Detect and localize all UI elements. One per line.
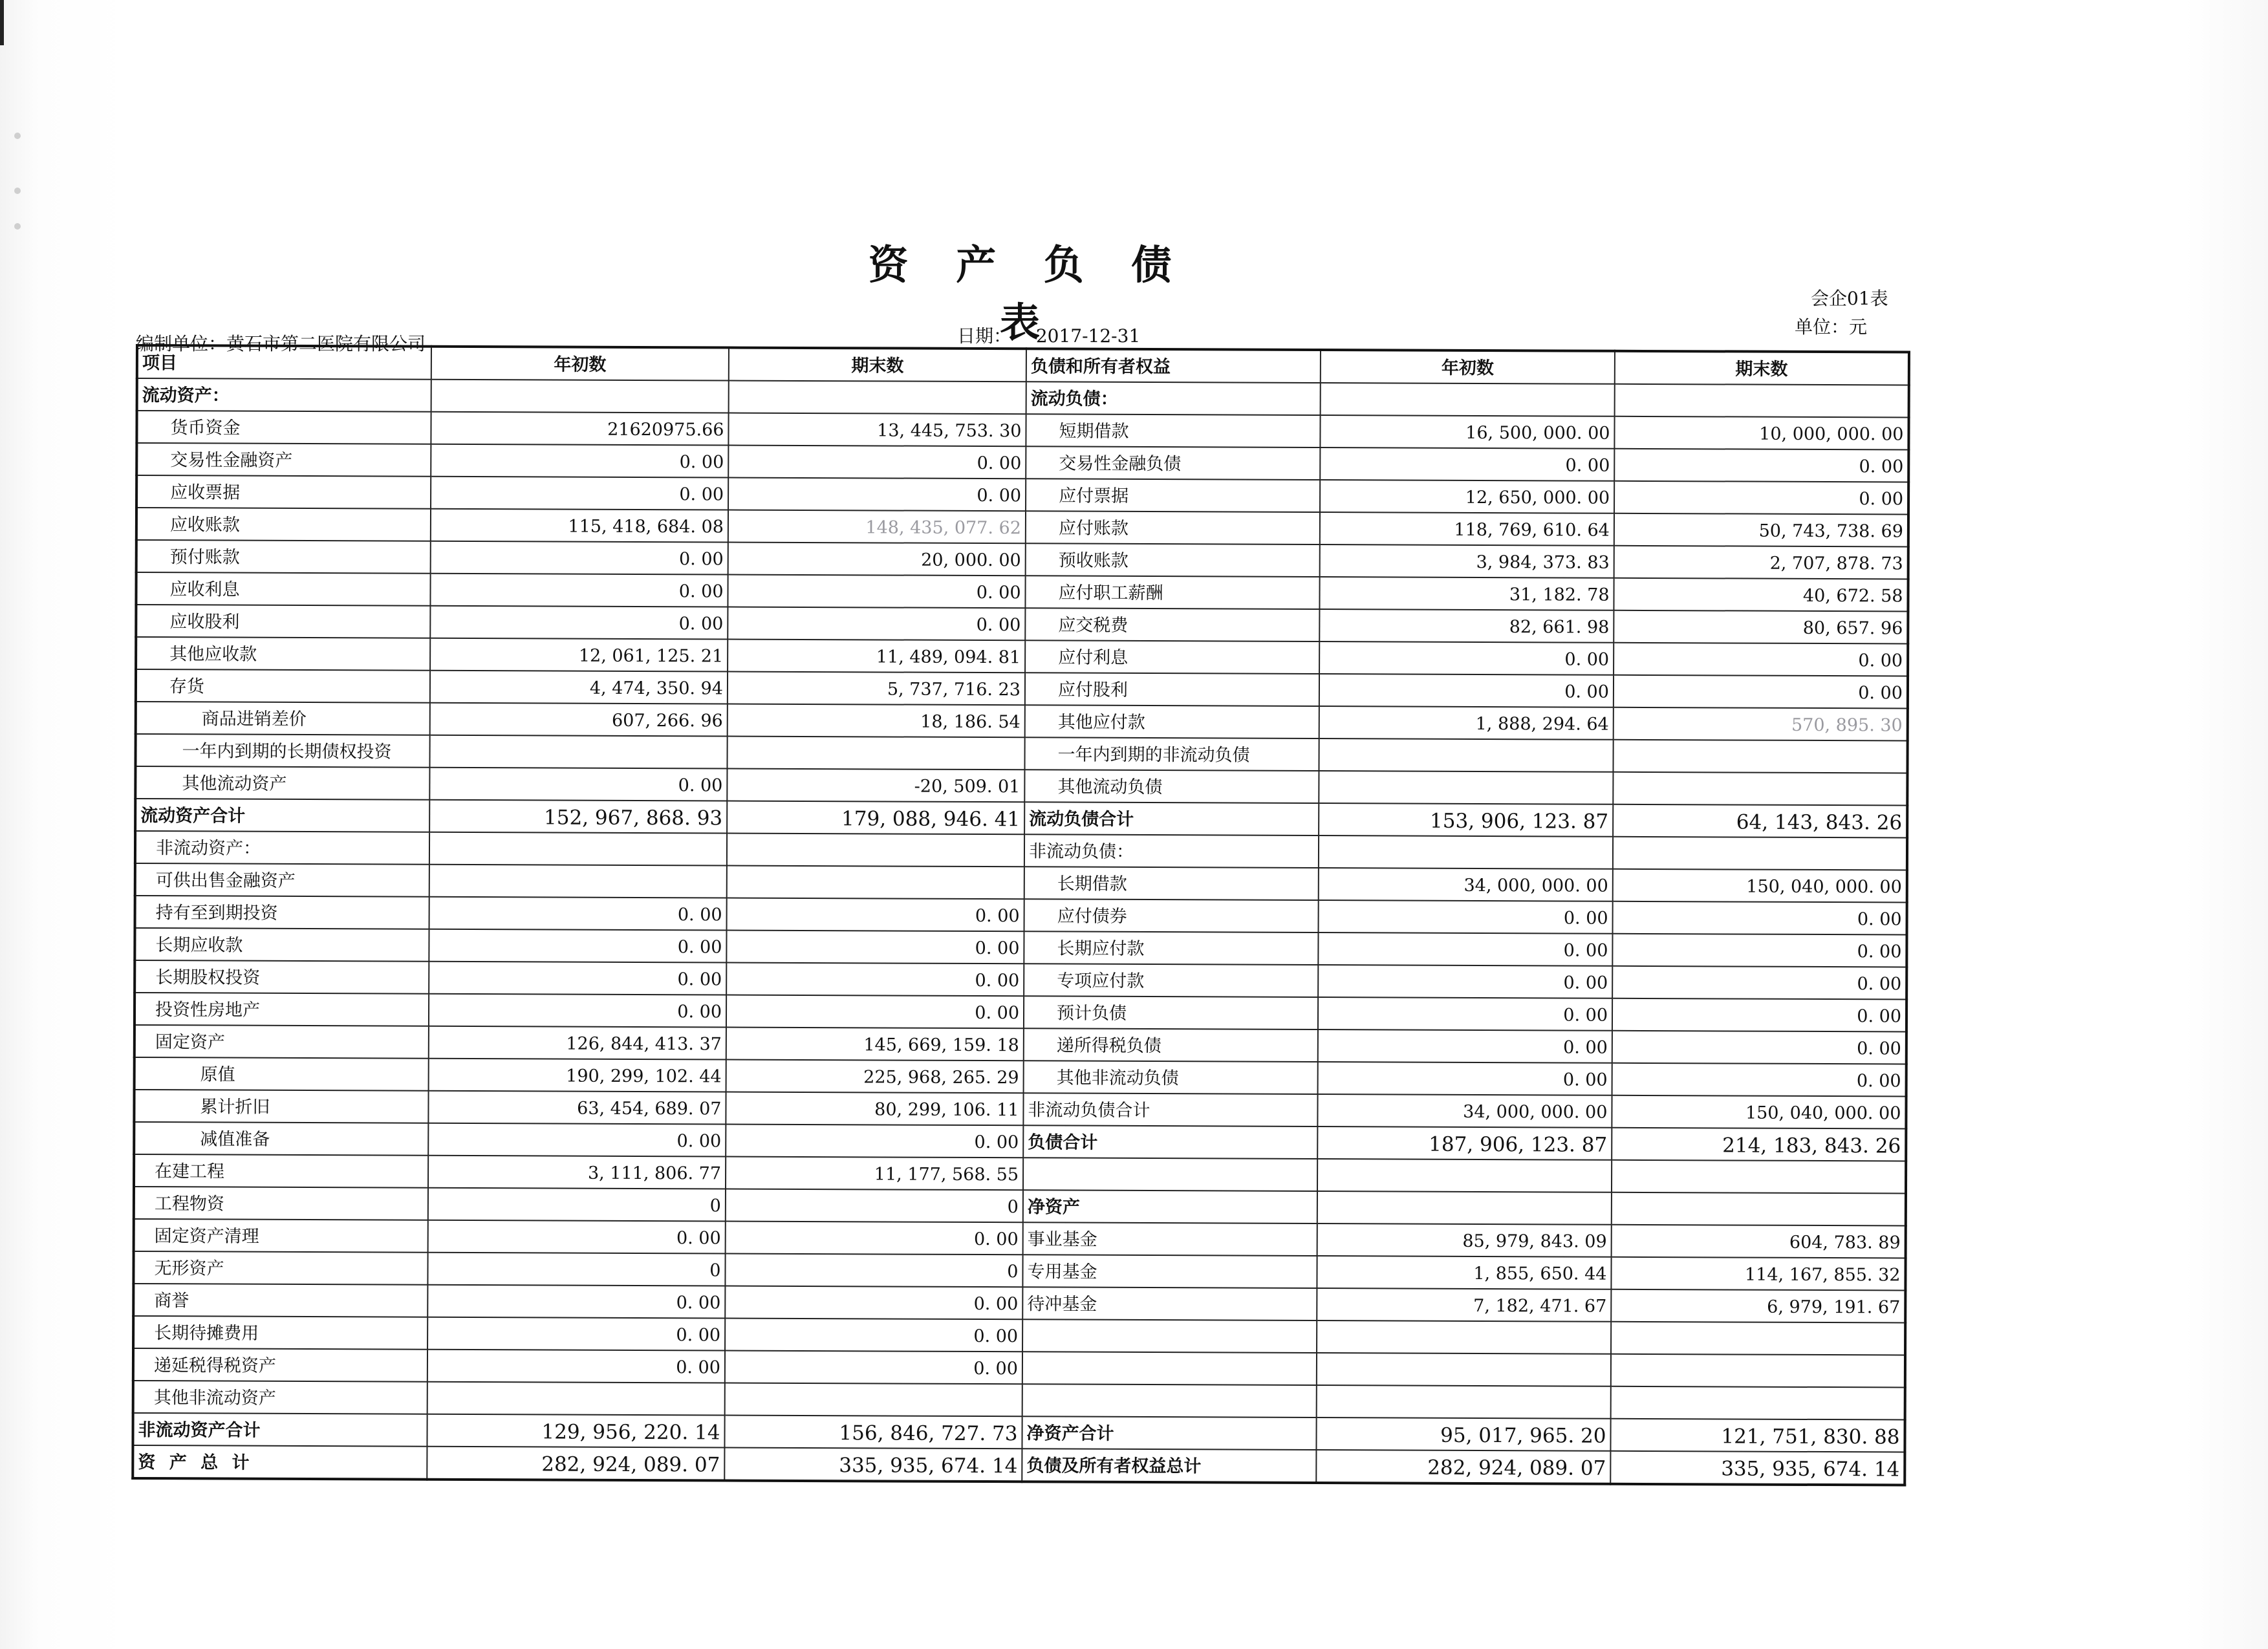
liability-end-value [1611,1322,1905,1355]
liability-item-label: 待冲基金 [1022,1287,1317,1320]
asset-begin-value [431,380,729,413]
liability-item-label: 负债合计 [1023,1125,1317,1159]
liability-item-label: 交易性金融负债 [1026,446,1320,480]
liability-item-label: 专用基金 [1022,1255,1317,1288]
asset-begin-value [429,865,727,898]
asset-item-label: 资 产 总 计 [133,1445,427,1480]
asset-item-label: 预付账款 [136,540,431,574]
asset-item-label: 原值 [135,1057,429,1091]
liability-end-value: 40, 672. 58 [1614,578,1908,612]
asset-item-label: 非流动资产合计 [133,1413,427,1447]
liability-item-label: 事业基金 [1023,1222,1317,1256]
asset-item-label: 货币资金 [136,411,431,444]
liability-end-value: 150, 040, 000. 00 [1613,869,1907,903]
asset-end-value: 0. 00 [726,931,1024,964]
asset-end-value [727,866,1024,900]
asset-item-label: 固定资产清理 [134,1219,428,1253]
asset-begin-value: 0. 00 [429,962,726,995]
asset-item-label: 非流动资产： [135,831,429,865]
liability-end-value [1613,837,1907,870]
liability-end-value: 214, 183, 843. 26 [1612,1128,1906,1161]
header-liab-end: 期末数 [1615,351,1909,385]
asset-end-value: 0. 00 [728,446,1026,479]
punch-hole [14,223,21,230]
asset-end-value: 0. 00 [727,898,1024,932]
asset-begin-value [427,1382,725,1416]
asset-item-label: 无形资产 [133,1251,427,1285]
liability-item-label: 应交税费 [1025,608,1319,641]
liability-begin-value [1317,1191,1612,1225]
asset-end-value: 148, 435, 077. 62 [728,510,1026,544]
liability-item-label: 其他流动负债 [1024,770,1319,803]
asset-item-label: 应收股利 [136,605,430,638]
report-title: 资 产 负 债 表 [868,241,1189,346]
liability-end-value: 0. 00 [1613,901,1907,935]
liability-end-value: 0. 00 [1614,643,1908,676]
liability-end-value: 0. 00 [1614,449,1908,482]
asset-end-value: 0 [725,1254,1022,1288]
asset-begin-value: 0. 00 [431,477,728,510]
asset-begin-value: 607, 266. 96 [430,703,728,737]
scan-edge-mark [0,0,4,45]
asset-begin-value: 115, 418, 684. 08 [431,509,728,543]
asset-end-value: 13, 445, 753. 30 [728,413,1026,447]
asset-end-value: 0. 00 [726,963,1024,997]
asset-end-value: 225, 968, 265. 29 [726,1060,1024,1094]
liability-begin-value: 95, 017, 965. 20 [1316,1417,1610,1451]
liability-begin-value: 1, 888, 294. 64 [1319,706,1614,740]
asset-end-value: 0. 00 [725,1351,1022,1385]
date-label: 日期： [957,325,1012,347]
asset-end-value: 0. 00 [725,1286,1022,1320]
liability-begin-value: 0. 00 [1319,674,1614,707]
liability-end-value [1611,1386,1905,1420]
liability-begin-value: 12, 650, 000. 00 [1320,480,1614,513]
liability-end-value: 0. 00 [1612,966,1906,1000]
liability-item-label: 预计负债 [1024,996,1318,1029]
liability-item-label [1022,1384,1317,1417]
liability-end-value: 570, 895. 30 [1614,707,1908,741]
liability-item-label [1022,1352,1317,1385]
liability-end-value: 121, 751, 830. 88 [1610,1419,1905,1452]
liability-begin-value [1319,771,1613,804]
asset-begin-value: 12, 061, 125. 21 [430,638,728,672]
asset-item-label: 持有至到期投资 [135,896,429,929]
compiling-unit: 编制单位：黄石市第二医院有限公司 [136,333,426,354]
balance-sheet-body [133,345,1909,1485]
asset-item-label: 应收利息 [136,572,430,606]
asset-item-label: 可供出售金融资产 [135,863,429,897]
asset-end-value: 0. 00 [728,575,1025,609]
liability-item-label: 应付票据 [1026,479,1320,512]
asset-item-label: 商誉 [133,1284,427,1317]
asset-begin-value: 190, 299, 102. 44 [429,1059,726,1092]
liability-begin-value [1317,1385,1611,1419]
asset-begin-value: 0. 00 [427,1285,725,1319]
asset-end-value: 179, 088, 946. 41 [727,801,1024,835]
asset-end-value: 20, 000. 00 [728,543,1026,576]
liability-item-label: 一年内到期的非流动负债 [1024,737,1319,771]
liability-begin-value [1317,1353,1611,1386]
asset-begin-value: 0 [428,1188,726,1222]
asset-end-value: 0. 00 [726,1222,1023,1255]
punch-hole [14,188,21,194]
header-end: 期末数 [729,348,1026,382]
liability-end-value: 150, 040, 000. 00 [1612,1095,1906,1129]
liability-end-value: 0. 00 [1612,1063,1906,1097]
liability-begin-value: 3, 984, 373. 83 [1320,544,1614,578]
liability-begin-value: 0. 00 [1318,932,1612,966]
asset-item-label: 长期待摊费用 [133,1316,427,1350]
asset-begin-value: 0. 00 [427,1350,725,1383]
liability-begin-value [1319,738,1613,772]
asset-item-label: 固定资产 [135,1025,429,1059]
report-date [957,322,1140,348]
asset-begin-value: 282, 924, 089. 07 [427,1447,724,1481]
liability-item-label: 净资产合计 [1022,1416,1316,1450]
asset-item-label: 长期应收款 [135,928,429,962]
asset-item-label: 长期股权投资 [135,960,429,994]
asset-begin-value [429,832,727,866]
liability-begin-value: 282, 924, 089. 07 [1316,1450,1610,1484]
asset-item-label: 递延税得税资产 [133,1348,427,1382]
asset-begin-value: 0. 00 [429,994,726,1028]
asset-item-label: 投资性房地产 [135,993,429,1026]
date-value: 2017-12-31 [1035,325,1141,347]
liability-begin-value [1321,383,1615,416]
asset-end-value: 5, 737, 716. 23 [728,672,1025,706]
asset-begin-value: 0. 00 [430,574,728,607]
asset-end-value: 335, 935, 674. 14 [724,1448,1022,1482]
asset-item-label: 交易性金融资产 [136,443,431,477]
liability-item-label: 应付账款 [1026,511,1320,544]
liability-item-label: 其他非流动负债 [1024,1061,1318,1094]
asset-end-value [727,737,1024,770]
liability-begin-value: 82, 661. 98 [1319,609,1614,643]
asset-item-label: 减值准备 [134,1122,428,1156]
liability-item-label: 短期借款 [1026,414,1320,447]
liability-begin-value: 0. 00 [1318,997,1612,1031]
asset-item-label: 商品进销差价 [136,702,430,735]
asset-end-value: 145, 669, 159. 18 [726,1028,1024,1061]
asset-begin-value: 126, 844, 413. 37 [429,1026,726,1060]
form-code: 会企01表 [1811,288,1888,309]
asset-end-value: -20, 509. 01 [727,769,1024,803]
liability-item-label [1023,1158,1317,1191]
liability-begin-value: 85, 979, 843. 09 [1317,1223,1612,1257]
liability-item-label: 应付债券 [1024,899,1319,932]
liability-item-label: 应付股利 [1025,673,1319,706]
asset-item-label: 存货 [136,669,430,703]
liability-begin-value: 31, 182. 78 [1319,577,1614,610]
liability-item-label: 非流动负债： [1024,834,1319,868]
liability-begin-value: 0. 00 [1319,641,1614,675]
liability-begin-value: 0. 00 [1318,1062,1612,1095]
asset-begin-value: 4, 474, 350. 94 [430,671,728,704]
liability-item-label: 负债及所有者权益总计 [1022,1449,1316,1483]
asset-end-value: 0. 00 [728,478,1026,512]
asset-item-label: 在建工程 [134,1154,428,1188]
liability-begin-value: 34, 000, 000. 00 [1319,868,1613,901]
liability-end-value: 114, 167, 855. 32 [1611,1257,1905,1291]
liability-end-value: 0. 00 [1614,481,1908,515]
header-liab-begin: 年初数 [1321,350,1615,384]
liability-end-value: 0. 00 [1612,998,1906,1032]
asset-end-value: 11, 489, 094. 81 [728,640,1025,673]
asset-begin-value: 0. 00 [428,1123,726,1157]
header-begin: 年初数 [431,347,729,381]
asset-item-label: 其他应收款 [136,637,430,671]
liability-item-label [1022,1319,1317,1353]
asset-end-value: 18, 186. 54 [728,704,1025,738]
liability-item-label: 流动负债： [1026,382,1321,415]
asset-begin-value: 0. 00 [431,541,728,575]
asset-begin-value: 0. 00 [431,444,728,478]
asset-begin-value: 63, 454, 689. 07 [428,1091,726,1125]
asset-begin-value: 0 [427,1253,725,1286]
asset-end-value: 0. 00 [728,607,1025,641]
asset-item-label: 流动资产： [137,378,431,412]
header-item: 项目 [137,345,431,380]
asset-item-label: 其他流动资产 [135,766,429,800]
liability-end-value: 604, 783. 89 [1612,1225,1906,1258]
liability-end-value [1612,1192,1906,1226]
asset-begin-value: 0. 00 [428,1220,726,1254]
asset-item-label: 应收票据 [136,475,431,509]
asset-item-label: 流动资产合计 [135,799,429,832]
liability-begin-value: 1, 855, 650. 44 [1317,1256,1611,1289]
liability-item-label: 净资产 [1023,1190,1317,1223]
liability-begin-value [1319,835,1613,869]
asset-end-value: 156, 846, 727. 73 [724,1416,1022,1449]
asset-begin-value: 21620975.66 [431,412,728,446]
asset-begin-value: 129, 956, 220. 14 [427,1414,724,1448]
liability-end-value: 6, 979, 191. 67 [1611,1289,1905,1323]
liability-end-value: 50, 743, 738. 69 [1614,513,1908,547]
liability-item-label: 其他应付款 [1025,705,1319,738]
liability-begin-value: 0. 00 [1318,965,1612,998]
asset-begin-value: 0. 00 [427,1317,725,1351]
asset-begin-value: 3, 111, 806. 77 [428,1156,726,1189]
asset-end-value [727,834,1024,867]
balance-sheet-table [131,344,1910,1487]
liability-begin-value: 0. 00 [1320,447,1614,481]
asset-end-value: 80, 299, 106. 11 [726,1092,1023,1126]
punch-hole [14,133,21,139]
liability-item-label: 预收账款 [1026,543,1320,577]
asset-begin-value: 0. 00 [430,606,728,640]
liability-item-label: 应付利息 [1025,640,1319,674]
liability-end-value: 0. 00 [1614,675,1908,709]
liability-begin-value: 16, 500, 000. 00 [1320,415,1614,449]
liability-begin-value: 34, 000, 000. 00 [1317,1094,1612,1128]
liability-end-value [1613,740,1907,773]
asset-end-value: 0. 00 [725,1319,1022,1352]
asset-end-value: 11, 177, 568. 55 [726,1157,1023,1191]
liability-end-value: 10, 000, 000. 00 [1614,416,1908,450]
liability-begin-value: 7, 182, 471. 67 [1317,1288,1611,1322]
liability-begin-value: 0. 00 [1318,1029,1612,1063]
asset-end-value: 0 [726,1189,1023,1223]
unit-label: 单位：元 [1795,316,1868,338]
asset-begin-value: 152, 967, 868. 93 [429,800,727,834]
asset-end-value [729,381,1026,415]
liability-item-label: 专项应付款 [1024,964,1318,997]
asset-begin-value: 0. 00 [429,768,727,801]
liability-item-label: 非流动负债合计 [1023,1093,1317,1126]
liability-begin-value: 153, 906, 123. 87 [1319,803,1613,837]
liability-end-value [1611,1354,1905,1388]
asset-begin-value: 0. 00 [429,929,726,963]
asset-item-label: 应收账款 [136,508,431,541]
asset-item-label: 其他非流动资产 [133,1381,427,1414]
liability-begin-value [1317,1159,1612,1192]
liability-end-value: 0. 00 [1612,934,1906,967]
asset-end-value [725,1383,1022,1417]
liability-end-value: 0. 00 [1612,1031,1906,1064]
asset-begin-value: 0. 00 [429,897,727,931]
liability-end-value: 335, 935, 674. 14 [1610,1451,1905,1485]
liability-end-value [1615,384,1909,418]
liability-end-value [1613,772,1907,806]
liability-item-label: 长期借款 [1024,867,1319,900]
liability-end-value: 2, 707, 878. 73 [1614,546,1908,579]
liability-item-label: 递所得税负债 [1024,1028,1318,1062]
asset-item-label: 工程物资 [134,1187,428,1220]
liability-begin-value: 187, 906, 123. 87 [1317,1126,1612,1160]
liability-end-value: 80, 657. 96 [1614,610,1908,644]
liability-end-value: 64, 143, 843. 26 [1613,804,1907,838]
liability-begin-value: 0. 00 [1319,900,1613,934]
liability-end-value [1612,1160,1906,1194]
table-row [133,1445,1905,1485]
asset-item-label: 累计折旧 [134,1090,428,1123]
asset-begin-value [429,735,727,769]
liability-begin-value [1317,1320,1611,1354]
asset-end-value: 0. 00 [726,995,1024,1029]
liability-item-label: 长期应付款 [1024,931,1318,965]
liability-item-label: 应付职工薪酬 [1025,576,1319,609]
asset-end-value: 0. 00 [726,1125,1023,1158]
asset-item-label: 一年内到期的长期债权投资 [135,734,429,768]
header-liab-item: 负债和所有者权益 [1026,349,1321,383]
liability-item-label: 流动负债合计 [1024,802,1319,835]
liability-begin-value: 118, 769, 610. 64 [1320,512,1614,546]
